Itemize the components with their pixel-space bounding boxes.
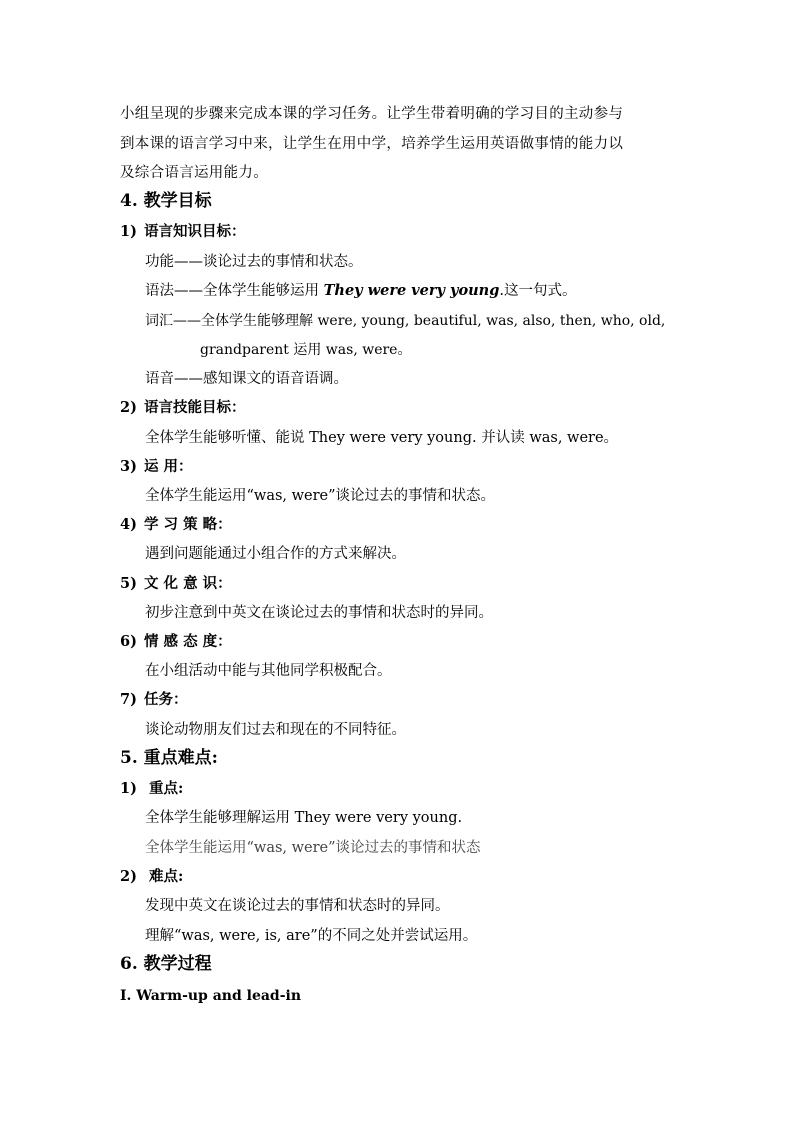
difficult-point-number: 2) [120, 868, 137, 885]
goal-6-body: 在小组活动中能与其他同学积极配合。 [145, 663, 392, 679]
goal-3-body: 全体学生能运用“was, were”谈论过去的事情和状态。 [145, 488, 496, 504]
difficult-point-line-2: 理解“was, were, is, are”的不同之处并尝试运用。 [145, 928, 478, 944]
goal-4-title: 学 习 策 略： [144, 516, 232, 533]
key-point-line-2: 全体学生能运用“was, were”谈论过去的事情和状态 [145, 840, 481, 856]
difficult-point-heading [120, 867, 183, 887]
intro-line-1: 小组呈现的步骤来完成本课的学习任务。让学生带着明确的学习目的主动参与 [120, 106, 624, 122]
difficult-point-line-1: 发现中英文在谈论过去的事情和状态时的异同。 [145, 898, 450, 914]
goal-1-vocab-line-2: grandparent 运用 was, were。 [200, 342, 412, 358]
section-6-heading: 6. 教学过程 [120, 954, 212, 974]
goal-6-title: 情 感 态 度： [144, 633, 232, 650]
goal-1-vocab-line-1: 词汇——全体学生能够理解 were, young, beautiful, was, also, then, who, old, [145, 313, 666, 329]
goal-1-title: 语言知识目标： [144, 223, 246, 240]
key-point-title: 重点: [144, 780, 184, 797]
goal-1-phonetics: 语音——感知课文的语音语调。 [145, 371, 348, 387]
key-point-line-1: 全体学生能够理解运用 They were very young. [145, 810, 463, 826]
goal-1-heading [120, 222, 246, 242]
goal-1-grammar [145, 281, 576, 301]
goal-7-heading [120, 690, 188, 710]
goal-7-number: 7) [120, 691, 137, 708]
key-point-number: 1) [120, 780, 137, 797]
goal-5-body: 初步注意到中英文在谈论过去的事情和状态时的异同。 [145, 605, 493, 621]
goal-5-heading [120, 574, 232, 594]
grammar-sentence: They were very young [323, 282, 500, 299]
goal-3-title: 运 用： [144, 458, 193, 475]
goal-2-heading [120, 398, 246, 418]
goal-6-number: 6) [120, 633, 137, 650]
goal-2-title: 语言技能目标： [144, 399, 246, 416]
grammar-suffix: .这一句式。 [499, 283, 577, 299]
section-5-heading: 5. 重点难点: [120, 748, 218, 768]
goal-3-heading [120, 457, 193, 477]
intro-line-2: 到本课的语言学习中来，让学生在用中学，培养学生运用英语做事情的能力以 [120, 136, 624, 152]
difficult-point-title: 难点: [144, 868, 184, 885]
goal-4-number: 4) [120, 516, 137, 533]
goal-4-body: 遇到问题能通过小组合作的方式来解决。 [145, 546, 406, 562]
goal-1-number: 1) [120, 223, 137, 240]
goal-4-heading [120, 515, 232, 535]
key-point-heading [120, 779, 183, 799]
goal-5-title: 文 化 意 识： [144, 575, 232, 592]
goal-3-number: 3) [120, 458, 137, 475]
section-4-heading: 4. 教学目标 [120, 191, 212, 211]
goal-2-number: 2) [120, 399, 137, 416]
step-1-heading: I. Warm-up and lead-in [120, 988, 302, 1004]
goal-1-function: 功能——谈论过去的事情和状态。 [145, 254, 363, 270]
goal-7-body: 谈论动物朋友们过去和现在的不同特征。 [145, 722, 406, 738]
goal-7-title: 任务： [144, 691, 188, 708]
goal-6-heading [120, 632, 232, 652]
goal-5-number: 5) [120, 575, 137, 592]
goal-2-body: 全体学生能够听懂、能说 They were very young. 并认读 was, were。 [145, 430, 619, 446]
intro-line-3: 及综合语言运用能力。 [120, 165, 268, 181]
grammar-prefix: 语法——全体学生能够运用 [145, 283, 324, 299]
